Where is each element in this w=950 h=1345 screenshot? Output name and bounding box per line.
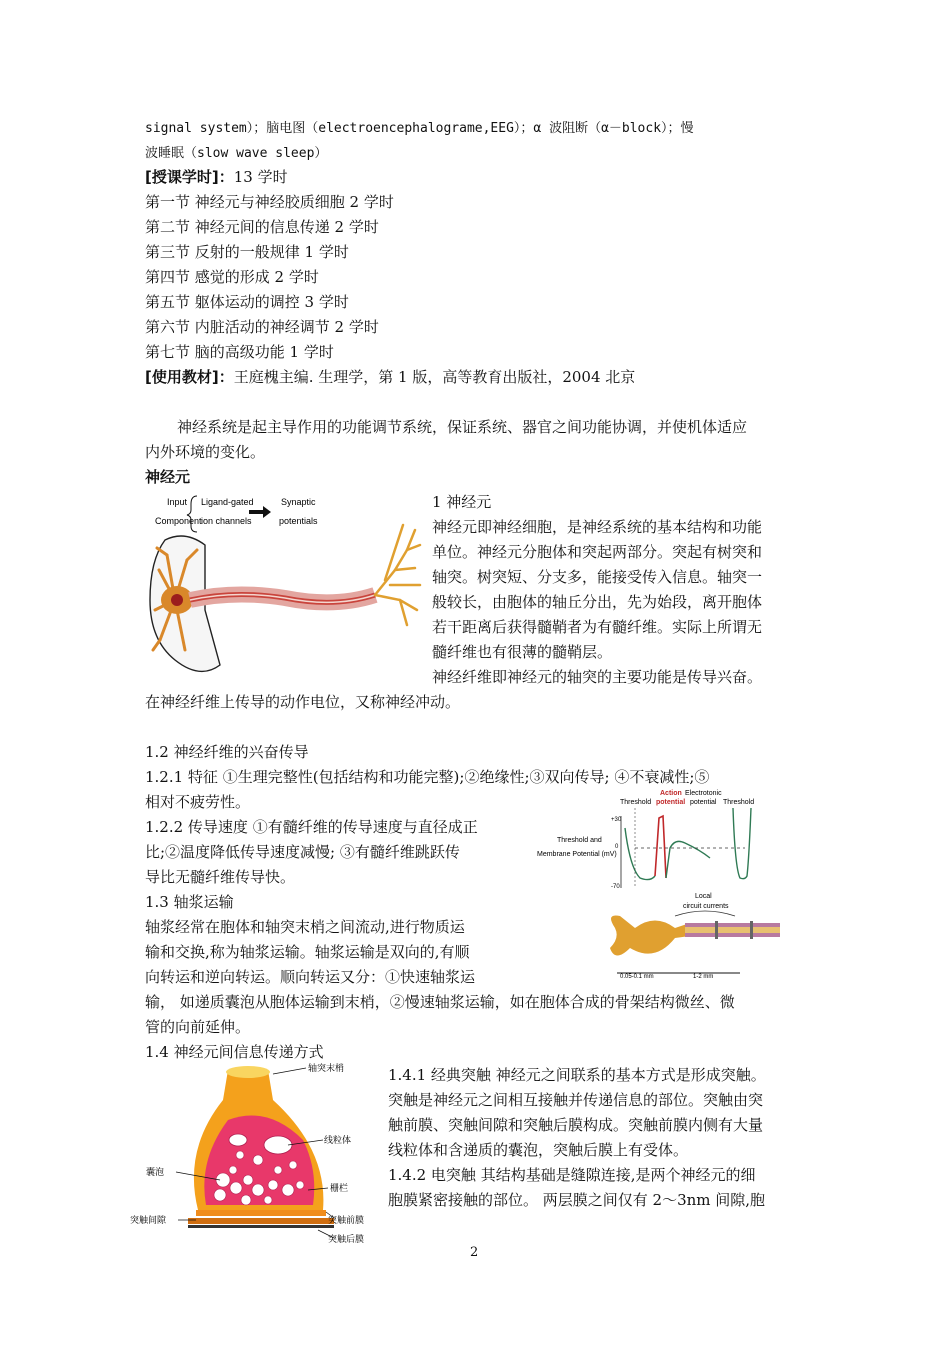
fig-action-potential: potential: [656, 799, 686, 806]
intro-line-2: 内外环境的变化。: [145, 443, 266, 461]
section14-line: 1.4.1 经典突触 神经元之间联系的基本方式是形成突触。: [388, 1066, 766, 1084]
fig-threshold-left: Threshold: [620, 799, 652, 806]
section1-line: 髓纤维也有很薄的髓鞘层。: [432, 643, 613, 661]
fig-potentials: potentials: [279, 516, 318, 526]
fig-tick-zero: 0: [615, 844, 619, 850]
section12-title: 1.2 神经纤维的兴奋传导: [145, 743, 309, 761]
hours-item: 第一节 神经元与神经胶质细胞 2 学时: [145, 193, 394, 211]
hours-item: 第二节 神经元间的信息传递 2 学时: [145, 218, 379, 236]
fig-component: Component: [155, 516, 202, 526]
fig-vesicle: 囊泡: [146, 1168, 165, 1178]
hours-item: 第五节 躯体运动的调控 3 学时: [145, 293, 349, 311]
action-potential-figure: [535, 788, 785, 988]
fig-electrotonic: Electrotonic: [685, 790, 722, 797]
section13-line-5: 管的向前延伸。: [145, 1018, 251, 1036]
textbook-line: [145, 365, 635, 390]
fig-ion: ion channels: [201, 516, 252, 526]
section1-line: 轴突。树突短、分支多，能接受传入信息。轴突一: [432, 568, 763, 586]
neuron-illustration: [145, 490, 425, 690]
section12-line-4: 比;②温度降低传导速度减慢; ③有髓纤维跳跃传: [145, 843, 460, 861]
section14-line: 触前膜、突触间隙和突触后膜构成。突触前膜内侧有大量: [388, 1116, 764, 1134]
section13-line-2: 输和交换,称为轴浆运输。轴浆运输是双向的,有顺: [145, 943, 470, 961]
section1-tail: 在神经纤维上传导的动作电位，又称神经冲动。: [145, 693, 461, 711]
fig-terminal: 轴突末梢: [308, 1064, 345, 1074]
section1-line: 单位。神经元分胞体和突起两部分。突起有树突和: [432, 543, 763, 561]
page-number: 2: [470, 1245, 479, 1260]
section13-title: 1.3 轴浆运输: [145, 893, 234, 911]
intro-line-1: 神经系统是起主导作用的功能调节系统，保证系统、器官之间功能协调，并使机体适应: [177, 418, 748, 436]
section14-line: 突触是神经元之间相互接触并传递信息的部位。突触由突: [388, 1091, 764, 1109]
fig-ylabel-2: Membrane Potential (mV): [537, 851, 617, 858]
hours-item: 第三节 反射的一般规律 1 学时: [145, 243, 349, 261]
section13-line-3: 向转运和逆向转运。顺向转运又分：①快速轴浆运: [145, 968, 476, 986]
section12-line-5: 导比无髓纤维传导快。: [145, 868, 296, 886]
top-line-1: signal system）；脑电图（electroencephalograme,EEG）；α 波阻断（α－block）；慢: [145, 121, 694, 136]
fig-action: Action: [660, 790, 682, 797]
hours-value: 13 学时: [233, 168, 288, 186]
fig-dist-2: 1-2 mm: [693, 974, 714, 980]
fig-grid: 栅栏: [330, 1184, 349, 1194]
fig-input: Input: [167, 497, 188, 507]
textbook-label: [使用教材]：: [145, 368, 234, 386]
section13-line-4: 输， 如递质囊泡从胞体运输到末梢，②慢速轴浆运输，如在胞体合成的骨架结构微丝、微: [145, 993, 735, 1011]
fig-electrotonic-potential: potential: [690, 799, 717, 806]
section14-line: 线粒体和含递质的囊泡，突触后膜上有受体。: [388, 1141, 689, 1159]
action-potential-diagram: [535, 788, 785, 988]
hours-label: [授课学时]：: [145, 168, 234, 186]
fig-ligand: Ligand-gated: [201, 497, 254, 507]
top-line-2: 波睡眠（slow wave sleep）: [145, 146, 328, 161]
section12-line-3: 1.2.2 传导速度 ①有髓纤维的传导速度与直径成正: [145, 818, 478, 836]
textbook-value: 王庭槐主编. 生理学，第 1 版，高等教育出版社，2004 北京: [233, 368, 636, 386]
fig-threshold-right: Threshold: [723, 799, 755, 806]
synapse-figure: [128, 1060, 383, 1255]
section14-line: 胞膜紧密接触的部位。 两层膜之间仅有 2～3nm 间隙,胞: [388, 1191, 766, 1209]
arrow-icon: [249, 506, 271, 518]
fig-local: Local: [695, 893, 712, 900]
hours-item: 第六节 内脏活动的神经调节 2 学时: [145, 318, 379, 336]
fig-synaptic: Synaptic: [281, 497, 316, 507]
fig-post: 突触后膜: [328, 1235, 365, 1245]
hours-item: 第七节 脑的高级功能 1 学时: [145, 343, 334, 361]
fig-ylabel-1: Threshold and: [557, 837, 602, 844]
section14-title: 1.4 神经元间信息传递方式: [145, 1043, 324, 1061]
fig-mito: 线粒体: [324, 1136, 352, 1146]
hours-line: [145, 165, 288, 190]
section12-line-1: 1.2.1 特征 ①生理完整性(包括结构和功能完整);②绝缘性;③双向传导; ④不衰减性;⑤: [145, 768, 710, 786]
section13-line-1: 轴浆经常在胞体和轴突末梢之间流动,进行物质运: [145, 918, 465, 936]
fig-circuit-currents: circuit currents: [683, 903, 729, 910]
section1-line: 神经纤维即神经元的轴突的主要功能是传导兴奋。: [432, 668, 763, 686]
section14-line: 1.4.2 电突触 其结构基础是缝隙连接,是两个神经元的细: [388, 1166, 756, 1184]
section1-line: 若干距离后获得髓鞘者为有髓纤维。实际上所谓无: [432, 618, 763, 636]
fig-tick-top: +30: [611, 817, 622, 823]
fig-dist-1: 0.05-0.1 mm: [620, 974, 654, 980]
section12-line-2: 相对不疲劳性。: [145, 793, 251, 811]
fig-tick-bottom: -70: [611, 884, 620, 890]
fig-pre: 突触前膜: [328, 1216, 365, 1226]
section1-title: 1 神经元: [432, 493, 492, 511]
neuron-heading: 神经元: [145, 468, 191, 486]
section1-line: 神经元即神经细胞，是神经系统的基本结构和功能: [432, 518, 763, 536]
section1-line: 般较长，由胞体的轴丘分出，先为始段，离开胞体: [432, 593, 763, 611]
synapse-illustration: [128, 1060, 383, 1255]
hours-item: 第四节 感觉的形成 2 学时: [145, 268, 319, 286]
fig-cleft: 突触间隙: [130, 1216, 167, 1226]
neuron-figure: [145, 490, 425, 690]
